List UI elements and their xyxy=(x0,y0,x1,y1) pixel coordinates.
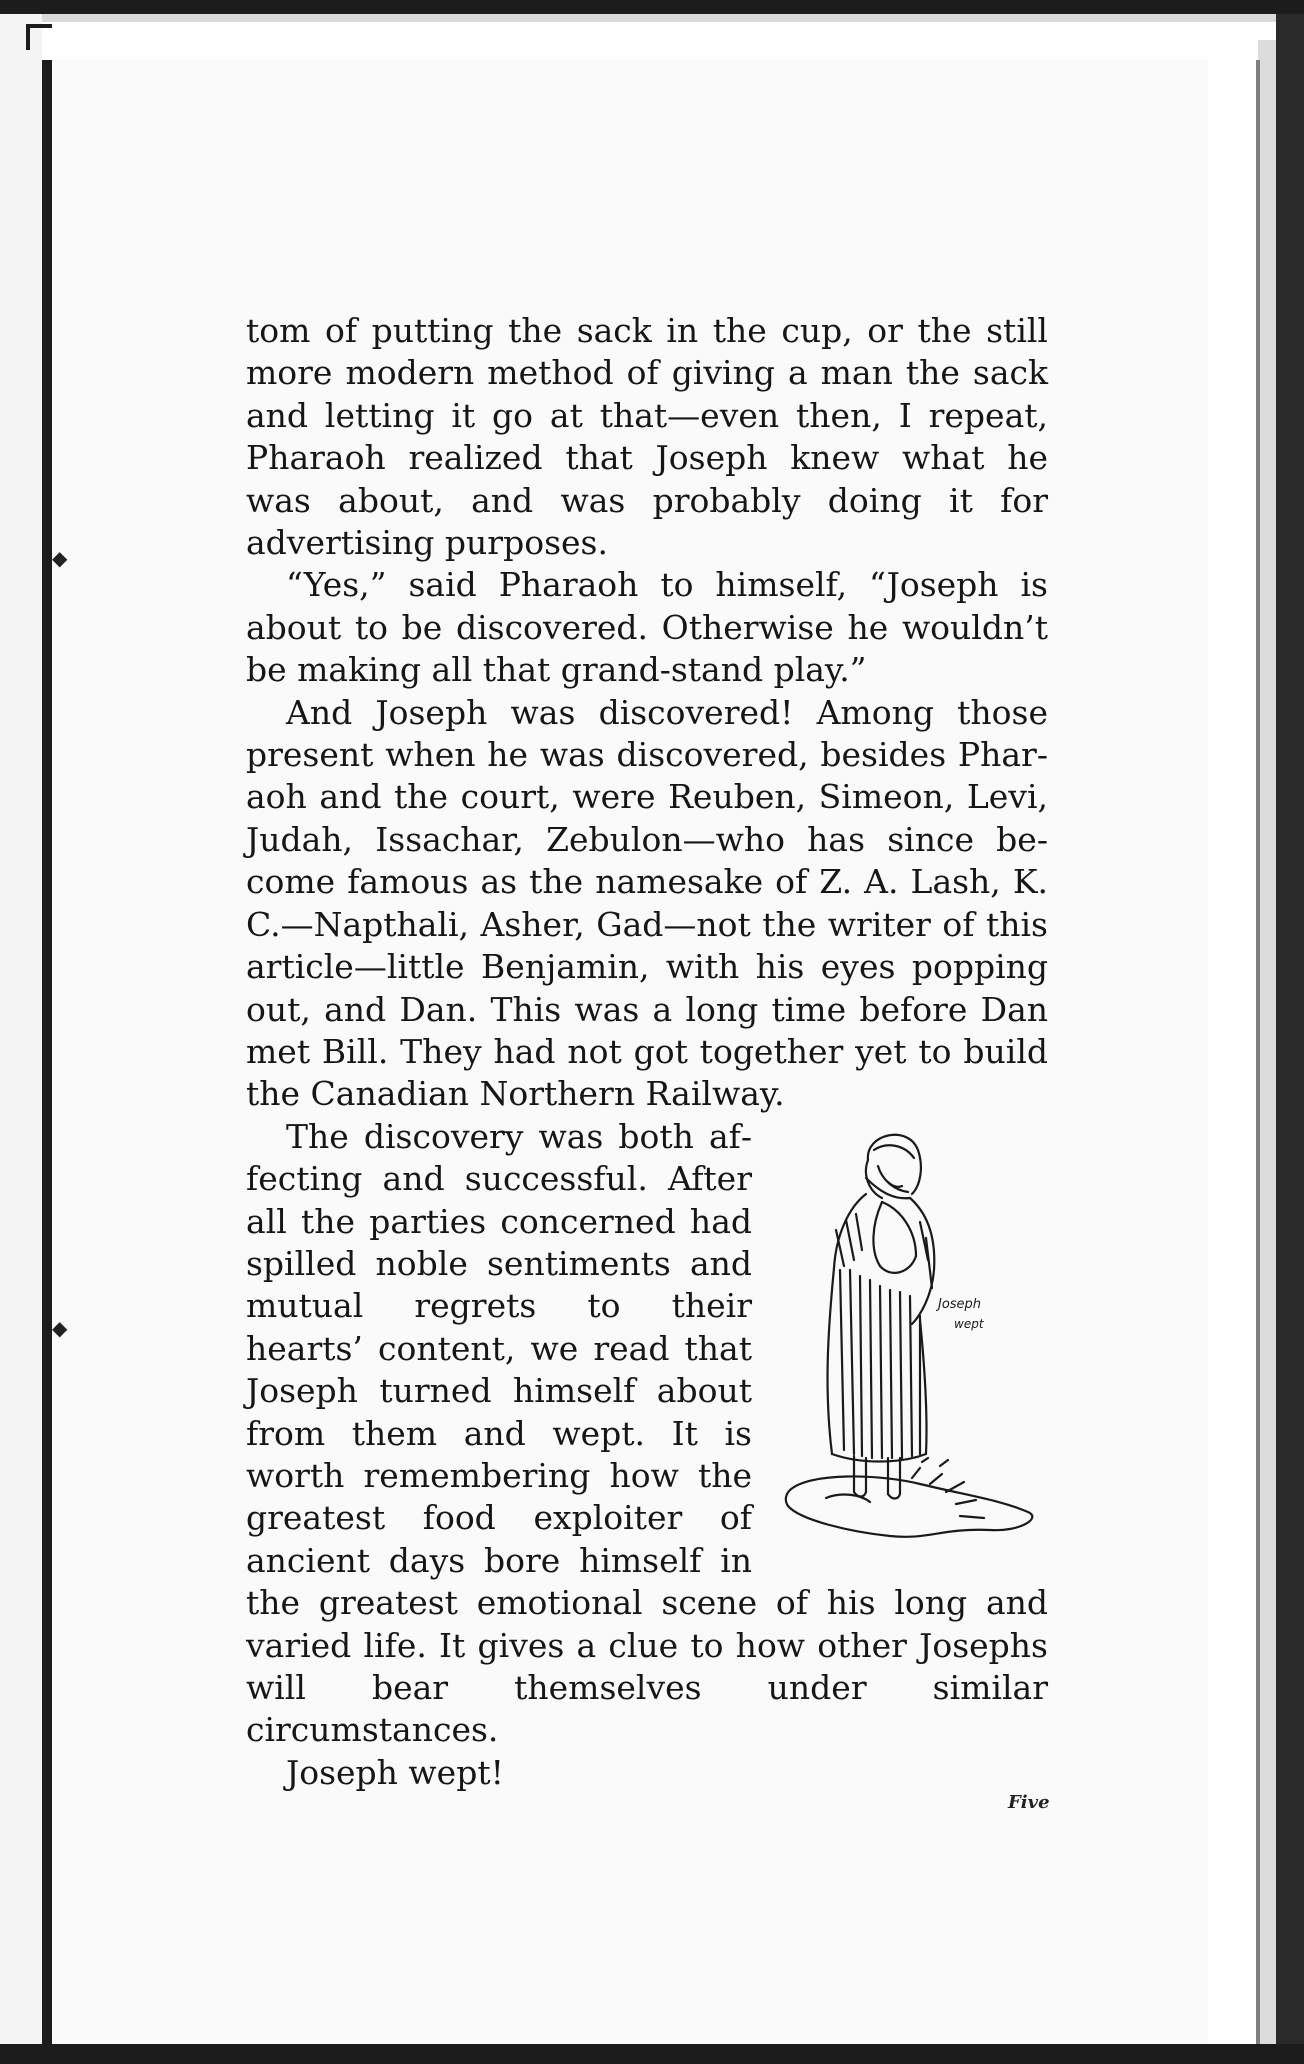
page-right-line xyxy=(1256,60,1260,2064)
scan-top-edge xyxy=(0,0,1304,14)
paragraph: tom of putting the sack in the cup, or the still more modern method of giving a man the sack and letting it go at that—even then, I repeat, Pharaoh realized that Joseph knew what he was about, and was probably doing it for advertising purposes. xyxy=(246,311,1048,563)
paragraph: And Joseph was discovered! Among those present when he was discovered, besides Pharaoh and the court, were Reuben, Simeon, Levi, Judah, Issachar, Zebulon—who has since become famous as the namesake of Z. A. Lash, K. C.—Napthali, Asher, Gad—not the writer of this article—little Benjamin, with his eyes popping out, and Dan. This was a long time before Dan met Bill. They had not got together yet to build the Canadian Northern Railway. xyxy=(246,692,1048,1114)
binding-stitch-mark: ◆ xyxy=(52,1316,68,1340)
scan-top-shadow xyxy=(0,14,1304,22)
page-right-border xyxy=(1258,40,1276,2064)
joseph-wept-illustration xyxy=(770,1120,1048,1560)
scan-bottom-edge xyxy=(0,2044,1304,2064)
article-text xyxy=(246,310,1048,1794)
paragraph: Joseph wept! xyxy=(286,1752,504,1792)
scan-left-margin xyxy=(0,14,42,2064)
page-spine xyxy=(42,60,52,2064)
scan-corner-mark xyxy=(26,24,52,50)
scan-right-edge xyxy=(1276,14,1304,2064)
illustration-caption: wept xyxy=(954,1316,984,1331)
illustration-caption: Joseph xyxy=(938,1296,982,1312)
paragraph: “Yes,” said Pharaoh to himself, “Joseph is about to be discovered. Otherwise he wouldn’t be making all that grand-stand play.” xyxy=(246,565,1048,690)
page-number: Five xyxy=(1008,1792,1050,1813)
binding-stitch-mark: ◆ xyxy=(52,546,68,570)
paragraph: The discovery was both affecting and successful. After all the parties concerned had spilled noble sentiments and mutual regrets to their hearts’ content, we read that Joseph turned himself about from them and wept. It is worth remembering how the greatest food exploiter of ancient days bore himself in the greatest emotional scene of his long and varied life. It gives a clue to how other Josephs will bear themselves under similar circumstances. xyxy=(246,1116,1048,1750)
